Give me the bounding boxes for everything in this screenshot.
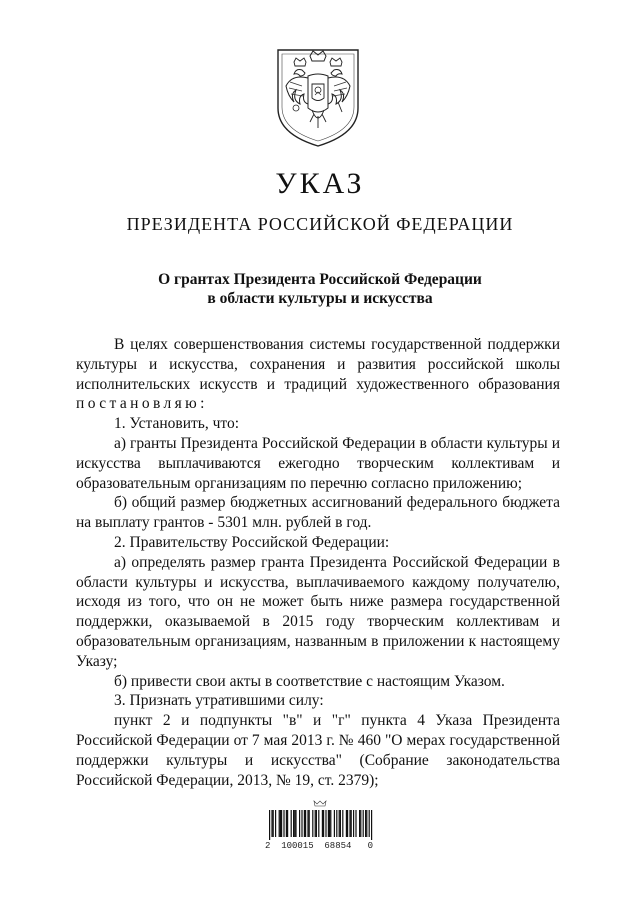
- barcode-icon: [265, 800, 375, 840]
- barcode-bar: [316, 810, 317, 837]
- barcode-bar: [307, 810, 308, 837]
- paragraph-1b: б) общий размер бюджетных ассигнований федерального бюджета на выплату грантов - 5301 млн. рублей в год.: [76, 494, 560, 532]
- barcode-bar: [279, 810, 280, 837]
- document-heading: [0, 270, 640, 308]
- paragraph-3: 3. Признать утратившими силу:: [114, 692, 324, 710]
- preamble-colon: :: [200, 395, 205, 413]
- barcode-bar: [360, 810, 361, 837]
- preamble-decree-word: постановляю: [76, 395, 201, 413]
- barcode-bar: [355, 810, 356, 837]
- barcode-bar: [349, 810, 350, 837]
- barcode-bar: [363, 810, 364, 837]
- heading-line-2: в области культуры и искусства: [207, 290, 433, 307]
- barcode-bar: [294, 810, 295, 837]
- preamble-text: В целях совершенствования системы государственной поддержки культуры и искусства, сохранения и развития российской школы исполнительских искусств и традиций художественного образования: [76, 336, 560, 393]
- barcode-bar: [342, 810, 343, 837]
- barcode-bar: [312, 810, 313, 837]
- barcode-bar: [365, 810, 366, 837]
- document-title: УКАЗ: [275, 167, 365, 200]
- paragraph-1: 1. Установить, что:: [114, 415, 240, 433]
- paragraph-2: 2. Правительству Российской Федерации:: [114, 533, 390, 551]
- barcode-number: 2 100015 68854 0: [265, 841, 374, 851]
- barcode-bar: [318, 810, 319, 837]
- barcode-bar: [286, 810, 287, 837]
- barcode-bar: [336, 810, 337, 837]
- barcode-bar: [301, 810, 302, 837]
- barcode-bar: [315, 810, 316, 837]
- barcode-bar: [280, 810, 281, 837]
- barcode-bar: [275, 810, 276, 837]
- barcode-bar: [329, 810, 330, 837]
- barcode-bar: [339, 810, 340, 837]
- barcode-bar: [346, 810, 347, 837]
- barcode-bar: [328, 810, 329, 837]
- barcode-bar: [340, 810, 341, 837]
- paragraph-preamble: [76, 335, 560, 414]
- document-body: [76, 335, 560, 790]
- barcode-bar: [347, 810, 348, 837]
- barcode-bar: [330, 810, 331, 837]
- barcode-bar: [334, 810, 335, 837]
- barcode-bar: [283, 810, 284, 837]
- document-subtitle: ПРЕЗИДЕНТА РОССИЙСКОЙ ФЕДЕРАЦИИ: [126, 214, 514, 234]
- barcode-bar: [323, 810, 324, 837]
- barcode-bar: [325, 810, 326, 837]
- barcode-bar: [309, 810, 310, 837]
- barcode-bar: [304, 810, 305, 837]
- barcode-bar: [287, 810, 288, 837]
- barcode-bar: [366, 810, 367, 837]
- coat-of-arms-icon: [272, 46, 364, 148]
- barcode-bar: [359, 810, 360, 837]
- barcode-bar: [353, 810, 354, 837]
- paragraph-1a: а) гранты Президента Российской Федерации в области культуры и искусства выплачиваются ежегодно творческим коллективам и образовательным организациям по перечню согласно приложению;: [76, 434, 560, 492]
- barcode-bar: [269, 810, 270, 840]
- paragraph-2a: а) определять размер гранта Президента Российской Федерации в области культуры и искусства, выплачиваемого каждому получателю, исходя из того, что он не может быть ниже размера государственной поддержки, оказываемой в 2015 году творческим коллективам и образовательным организациям, названным в приложении к настоящему Указу;: [76, 553, 560, 670]
- barcode-bar: [293, 810, 294, 837]
- paragraph-3-item: пункт 2 и подпункты "в" и "г" пункта 4 Указа Президента Российской Федерации от 7 мая 2013 г. № 460 "О мерах государственной поддержки культуры и искусства" (Собрание законодательства Российской Федерации, 2013, № 19, ст. 2379);: [76, 712, 560, 789]
- barcode-bar: [369, 810, 370, 837]
- barcode-bar: [371, 810, 372, 840]
- barcode-bar: [322, 810, 323, 837]
- barcode-bar: [299, 810, 300, 837]
- barcode-bar: [295, 810, 296, 837]
- heading-line-1: О грантах Президента Российской Федерации: [158, 271, 482, 288]
- barcode-bar: [271, 810, 272, 837]
- barcode-bar: [281, 810, 282, 837]
- barcode-bar: [291, 810, 292, 837]
- barcode-bar: [305, 810, 306, 837]
- barcode: [265, 800, 375, 856]
- paragraph-2b: б) привести свои акты в соответствие с настоящим Указом.: [114, 672, 505, 690]
- barcode-bar: [273, 810, 274, 837]
- barcode-bar: [351, 810, 352, 837]
